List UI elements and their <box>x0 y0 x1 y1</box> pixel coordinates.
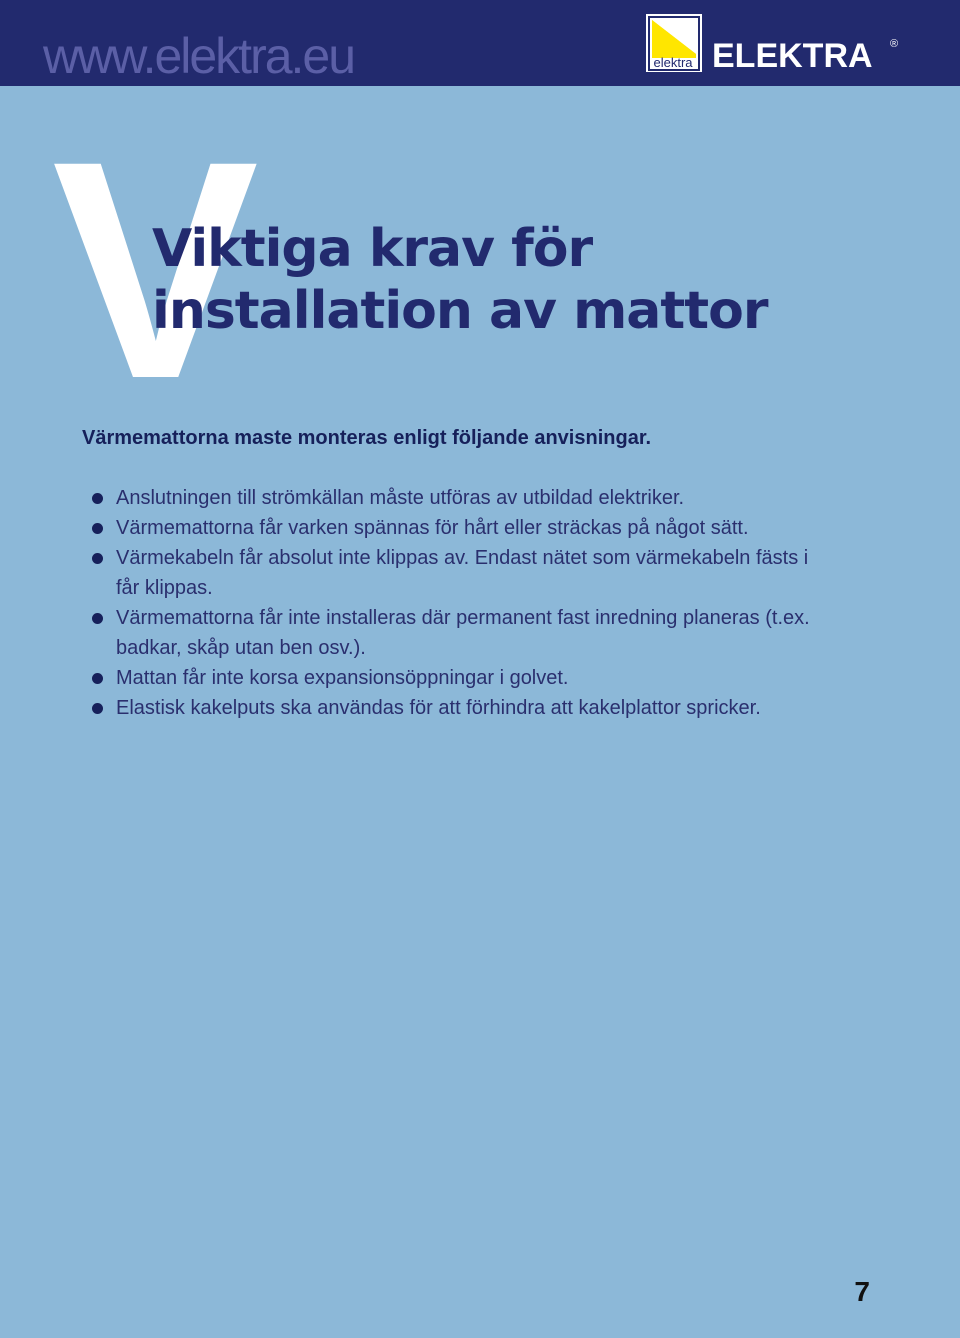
page-number: 7 <box>854 1276 870 1307</box>
list-item-text: Värmemattorna får inte installeras där permanent fast inredning planeras (t.ex. badkar, skåp utan ben osv.). <box>116 607 810 659</box>
page-title-line-2: installation av mattor <box>152 281 768 341</box>
requirements-list <box>82 483 822 723</box>
header-bar <box>0 0 960 86</box>
list-item-text: Anslutningen till strömkällan måste utföras av utbildad elektriker. <box>116 487 685 509</box>
list-item <box>82 603 822 663</box>
list-item-text: Värmekabeln får absolut inte klippas av. Endast nätet som värmekabeln fästs i får klippas. <box>116 547 809 599</box>
bullet-icon <box>92 523 103 534</box>
elektra-logo <box>646 14 702 72</box>
decorative-initial: V <box>52 96 259 443</box>
page-title <box>152 218 767 342</box>
bullet-icon <box>92 613 103 624</box>
intro-text: Värmemattorna maste monteras enligt följande anvisningar. <box>82 427 652 449</box>
bullet-icon <box>92 553 103 564</box>
list-item <box>82 543 822 603</box>
list-item <box>82 663 822 693</box>
registered-mark: ® <box>890 38 899 50</box>
list-item <box>82 513 822 543</box>
logo-wordmark: elektra <box>653 55 693 70</box>
bullet-icon <box>92 703 103 714</box>
website-url: www.elektra.eu <box>43 28 355 84</box>
list-item <box>82 693 822 723</box>
list-item-text: Elastisk kakelputs ska användas för att förhindra att kakelplattor spricker. <box>116 697 761 719</box>
bullet-icon <box>92 493 103 504</box>
list-item-text: Mattan får inte korsa expansionsöppningar i golvet. <box>116 667 569 689</box>
list-item <box>82 483 822 513</box>
bullet-icon <box>92 673 103 684</box>
brand-name: ELEKTRA <box>712 37 873 75</box>
list-item-text: Värmemattorna får varken spännas för hårt eller sträckas på något sätt. <box>116 517 749 539</box>
page-title-line-1: Viktiga krav för <box>152 219 593 279</box>
